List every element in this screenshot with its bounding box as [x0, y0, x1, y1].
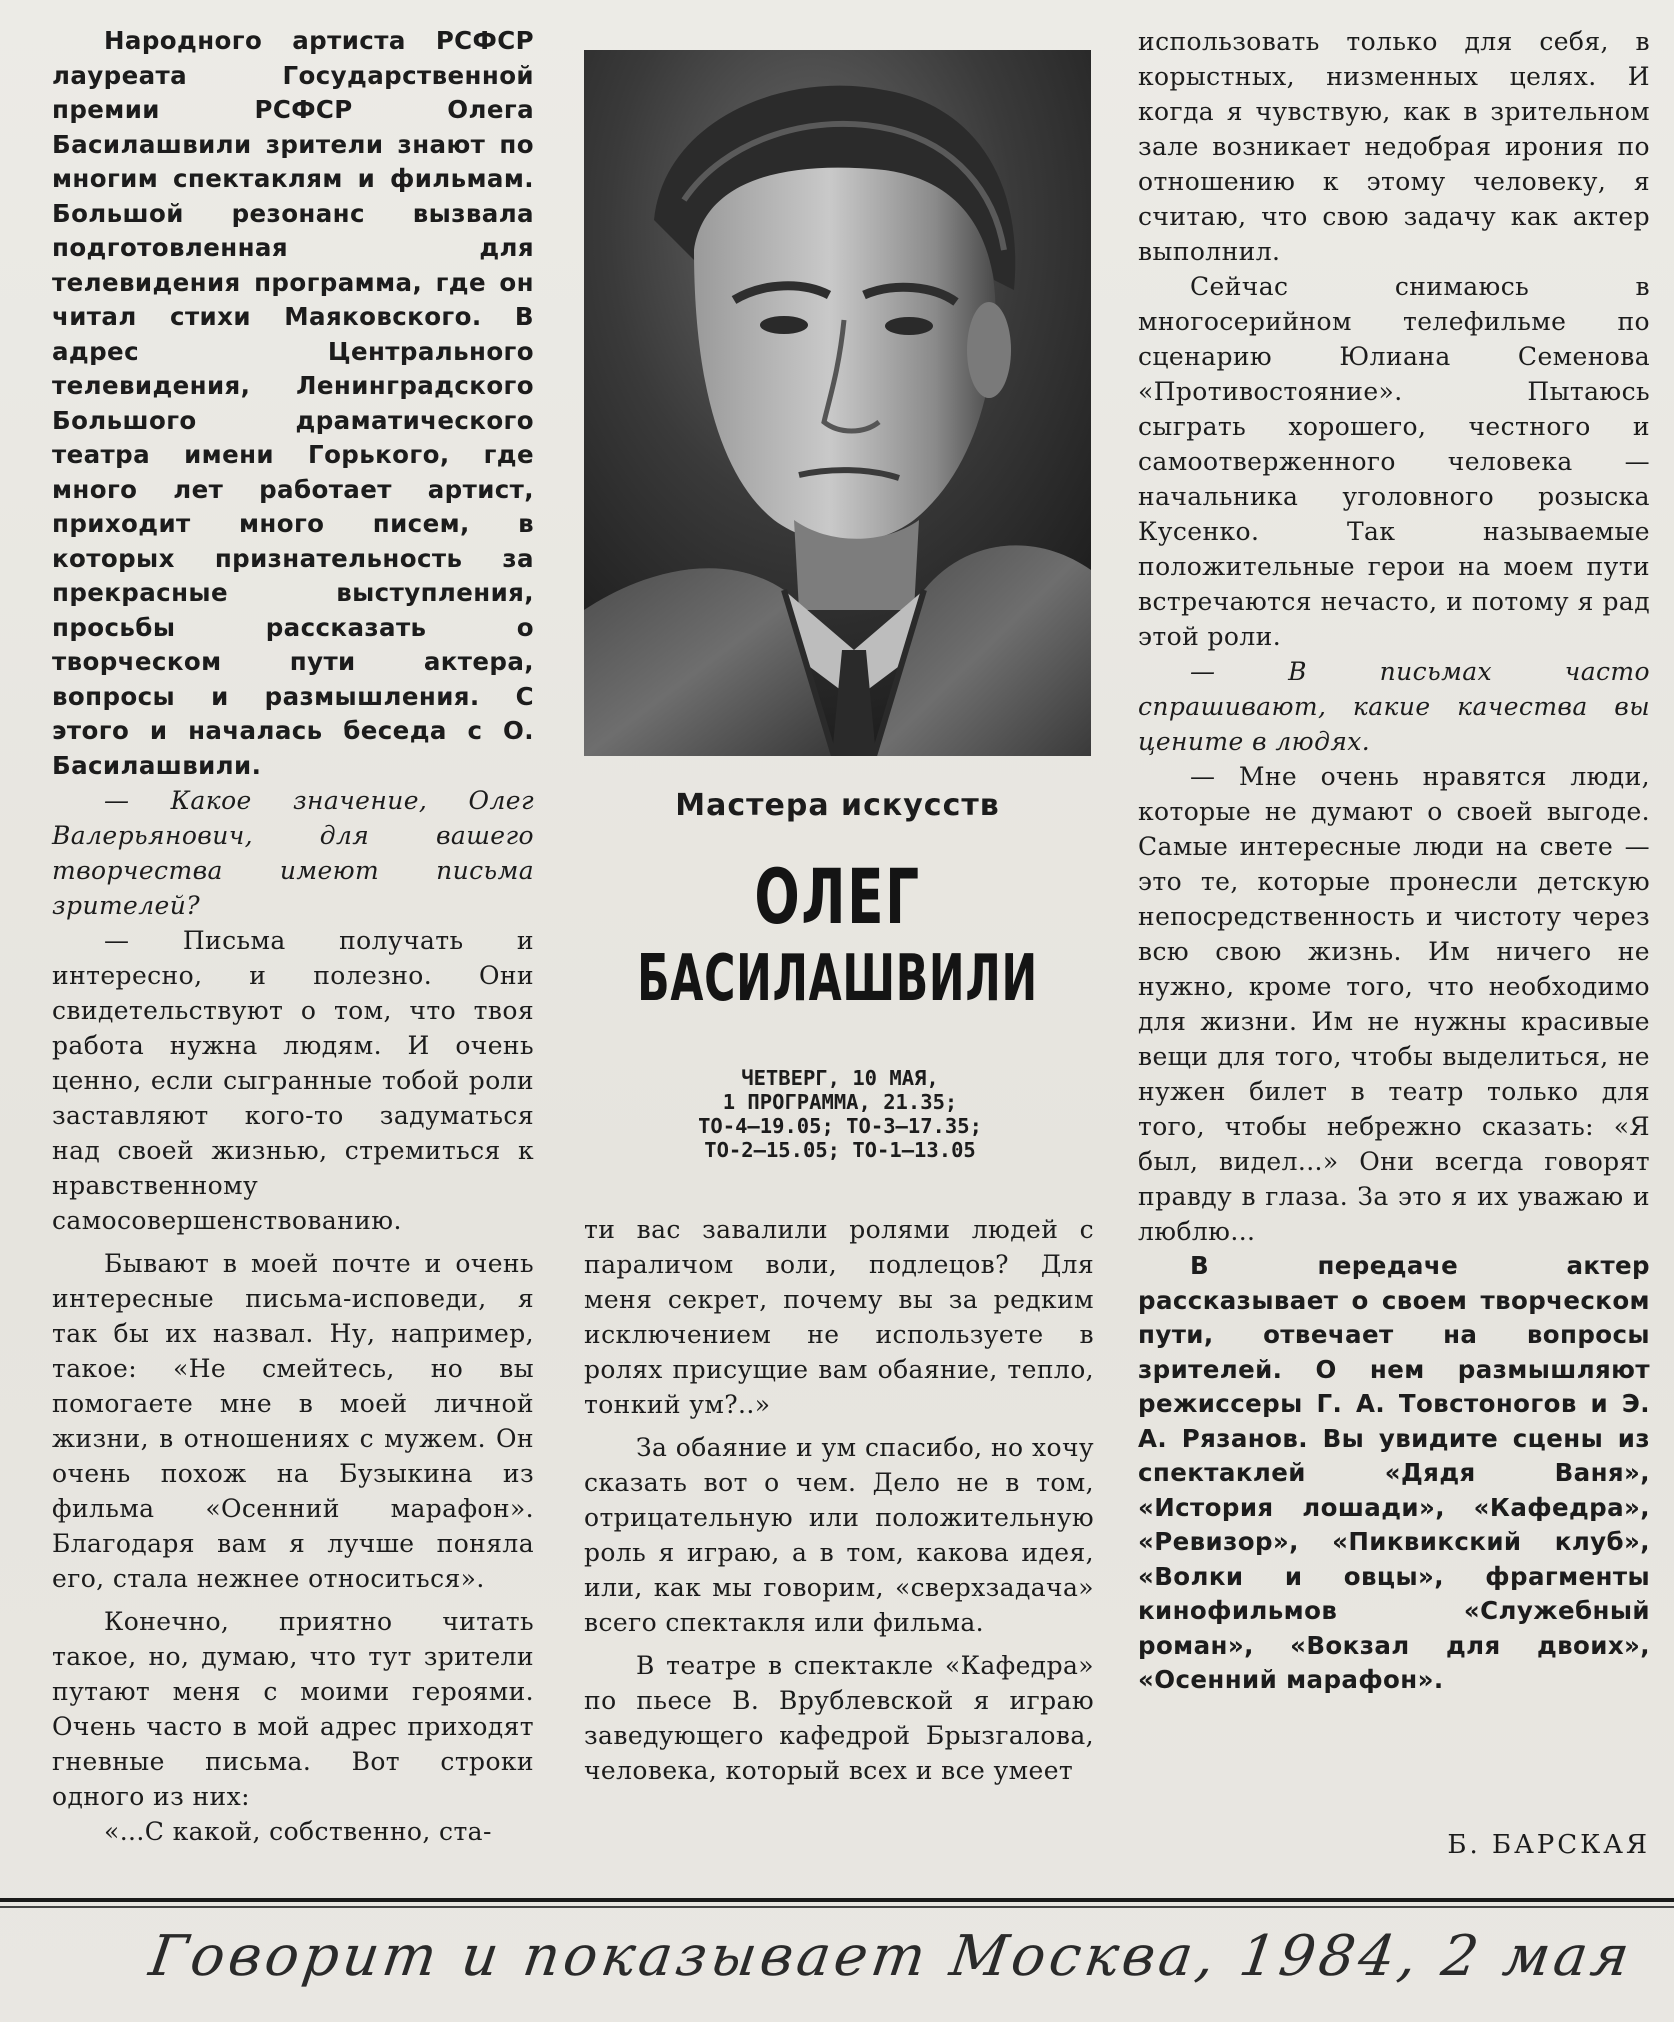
author-signature: Б. БАРСКАЯ	[1447, 1830, 1650, 1860]
question-2: — В письмах часто спрашивают, какие качества вы цените в людях.	[1138, 657, 1650, 756]
left-column	[52, 24, 534, 1849]
right-paragraph-3: — Мне очень нравятся люди, которые не думают о своей выгоде. Самые интересные люди на свете — это те, которые пронесли детскую непосредственность и чистоту через всю свою жизнь. Им ничего не нужно, кроме того, что необходимо для жизни. Им не нужны красивые вещи для того, чтобы выделиться, не нужен билет в театр только для того, чтобы небрежно сказать: «Я был, видел...» Они всегда говорят правду в глаза. За это я их уважаю и люблю...	[1138, 762, 1650, 1246]
answer-1-paragraph-4: «...С какой, собственно, ста-	[104, 1817, 492, 1846]
schedule-line: ТО-2—15.05; ТО-1—13.05	[704, 1138, 976, 1162]
answer-1-paragraph-1: — Письма получать и интересно, и полезно. Они свидетельствуют о том, что твоя работа нужна людям. И очень ценно, если сыгранные тобой роли заставляют кого-то задуматься над своей жизнью, стремиться к нравственному самосовершенствованию.	[52, 926, 534, 1235]
broadcast-schedule	[600, 1066, 1080, 1162]
middle-column	[584, 1212, 1094, 1788]
actor-first-name: ОЛЕГ	[754, 852, 921, 941]
middle-paragraph-1: ти вас завалили ролями людей с параличом воли, подлецов? Для меня секрет, почему вы за редким исключением не используете в ролях присущие вам обаяние, тепло, тонкий ум?..»	[584, 1215, 1094, 1419]
schedule-line: ТО-4—19.05; ТО-3—17.35;	[698, 1114, 982, 1138]
right-paragraph-2: Сейчас снимаюсь в многосерийном телефильме по сценарию Юлиана Семенова «Противостояние». Пытаюсь сыграть хорошего, честного и самоотверженного человека — начальника уголовного розыска Кусенко. Так называемые положительные герои на моем пути встречаются нечасто, и потому я рад этой роли.	[1138, 272, 1650, 651]
actor-last-name: БАСИЛАШВИЛИ	[637, 942, 1038, 1016]
divider-thick	[0, 1898, 1674, 1902]
right-column	[1138, 24, 1650, 1698]
middle-paragraph-3: В театре в спектакле «Кафедра» по пьесе В. Врублевской я играю заведующего кафедрой Брызгалова, человека, который всех и все умеет	[584, 1651, 1094, 1785]
schedule-line: 1 ПРОГРАММА, 21.35;	[722, 1090, 958, 1114]
handwritten-source-note: Говорит и показывает Москва, 1984, 2 мая	[145, 1924, 1638, 1989]
divider-thin	[0, 1906, 1674, 1908]
middle-paragraph-2: За обаяние и ум спасибо, но хочу сказать вот о чем. Дело не в том, отрицательную или положительную роль я играю, а в том, какова идея, или, как мы говорим, «сверхзадача» всего спектакля или фильма.	[584, 1433, 1094, 1637]
question-1: — Какое значение, Олег Валерьянович, для вашего творчества имеют письма зрителей?	[52, 786, 534, 920]
right-paragraph-1: использовать только для себя, в корыстных, низменных целях. И когда я чувствую, как в зрительном зале возникает недобрая ирония по отношению к этому человеку, я считаю, что свою задачу как актер выполнил.	[1138, 27, 1650, 266]
answer-1-paragraph-2: Бывают в моей почте и очень интересные письма-исповеди, я так бы их назвал. Ну, например, такое: «Не смейтесь, но вы помогаете мне в моей личной жизни, в отношениях с мужем. Он очень похож на Бузыкина из фильма «Осенний марафон». Благодаря вам я лучше поняла его, стала нежнее относиться».	[52, 1249, 534, 1593]
answer-1-paragraph-3: Конечно, приятно читать такое, но, думаю, что тут зрители путают меня с моими героями. Очень часто в мой адрес приходят гневные письма. Вот строки одного из них:	[52, 1607, 534, 1811]
actor-portrait-photo	[584, 50, 1091, 756]
rubric-heading: Мастера искусств	[675, 788, 1000, 823]
article-intro: Народного артиста РСФСР лауреата Государственной премии РСФСР Олега Басилашвили зрители знают по многим спектаклям и фильмам. Большой резонанс вызвала подготовленная для телевидения программа, где он читал стихи Маяковского. В адрес Центрального телевидения, Ленинградского Большого драматического театра имени Горького, где много лет работает артист, приходит много писем, в которых признательность за прекрасные выступления, просьбы рассказать о творческом пути актера, вопросы и размышления. С этого и началась беседа с О. Басилашвили.	[52, 26, 534, 780]
schedule-line: ЧЕТВЕРГ, 10 МАЯ,	[741, 1066, 939, 1090]
program-summary: В передаче актер рассказывает о своем творческом пути, отвечает на вопросы зрителей. О нем размышляют режиссеры Г. А. Товстоногов и Э. А. Рязанов. Вы увидите сцены из спектаклей «Дядя Ваня», «История лошади», «Кафедра», «Ревизор», «Пиквикский клуб», «Волки и овцы», фрагменты кинофильмов «Служебный роман», «Вокзал для двоих», «Осенний марафон».	[1138, 1251, 1650, 1694]
